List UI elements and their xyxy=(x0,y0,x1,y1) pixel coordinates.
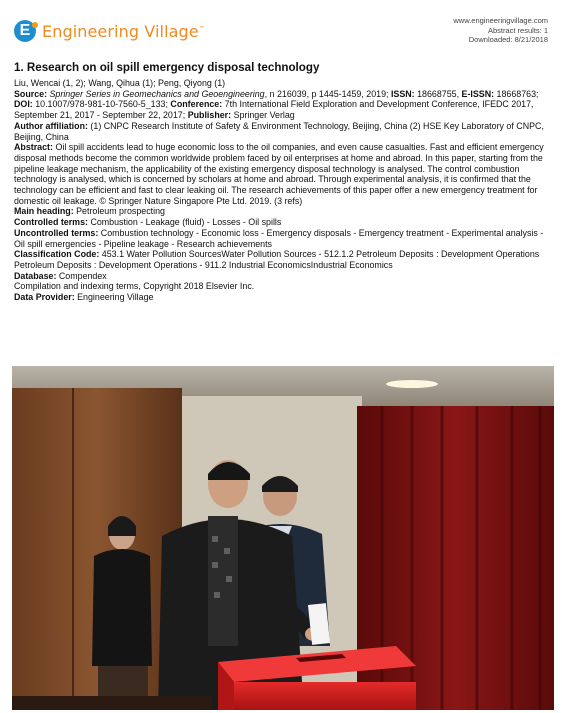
source-rest: , n 216039, p 1445-1459, 2019; xyxy=(264,88,389,99)
database-line xyxy=(14,271,550,282)
doi-label: DOI: xyxy=(14,99,33,110)
ceiling-light xyxy=(386,380,438,388)
main-heading-value: Petroleum prospecting xyxy=(76,206,165,217)
abstract-label: Abstract: xyxy=(14,142,53,153)
publisher-value: Springer Verlag xyxy=(233,110,295,121)
abstract-text: Oil spill accidents lead to huge economic loss to the oil companies, and even cause casualties. Fast and efficient emergency disposal methods become the common worldwide problem faced by oil enterprises at home and abroad. In this paper, starting from the pipeline leakage mechanism, the applicability of the existing emergency disposal technology is analysed. The control combustion technology is analysed, which is concerned by scholars at home and abroad. Through experimental analysis, it is confirmed that the technology can be efficient and fast to clear leaking oil. The research achievements of this paper offer a new emergency treatment for domestic oil leakage. © Springer Nature Singapore Pte Ltd. 2019. (3 refs) xyxy=(14,142,544,206)
record-body xyxy=(14,78,550,303)
publisher-label: Publisher: xyxy=(187,110,232,121)
wood-panel-line xyxy=(72,388,74,710)
issn-value: 18668755, xyxy=(417,88,460,99)
source-journal: Springer Series in Geomechanics and Geoengineering xyxy=(49,88,265,99)
table-edge xyxy=(12,696,212,710)
source-line xyxy=(14,89,550,121)
download-date: Downloaded: 8/21/2018 xyxy=(468,35,548,44)
record-title: 1. Research on oil spill emergency disposal technology xyxy=(14,61,320,74)
eissn-label: E-ISSN: xyxy=(461,88,495,99)
ballot-photo xyxy=(12,366,554,710)
ballot-scene-image xyxy=(12,366,554,710)
eissn-value: 18668763; xyxy=(496,88,539,99)
affiliation-line xyxy=(14,121,550,142)
uncontrolled-terms-line xyxy=(14,228,550,249)
provider-value: Engineering Village xyxy=(77,292,154,303)
provider-line xyxy=(14,292,550,303)
uncontrolled-terms-label: Uncontrolled terms: xyxy=(14,227,99,238)
compilation-line: Compilation and indexing terms, Copyright 2018 Elsevier Inc. xyxy=(14,281,255,292)
database-label: Database: xyxy=(14,270,57,281)
ev-logo-icon: E xyxy=(14,20,36,42)
main-heading-label: Main heading: xyxy=(14,206,74,217)
conference-label: Conference: xyxy=(170,99,223,110)
download-meta xyxy=(453,16,548,45)
site-url[interactable]: www.engineeringvillage.com xyxy=(453,16,548,25)
controlled-terms-value: Combustion - Leakage (fluid) - Losses - Oil spills xyxy=(90,217,282,228)
engineering-village-logo[interactable] xyxy=(14,20,205,42)
affiliation-value: (1) CNPC Research Institute of Safety & Environment Technology, Beijing, China (2) HSE Key Laboratory of CNPC, Beijing, China xyxy=(14,120,544,142)
main-heading-line xyxy=(14,206,550,217)
authors: Liu, Wencai (1, 2); Wang, Qihua (1); Peng, Qiyong (1) xyxy=(14,78,226,88)
issn-label: ISSN: xyxy=(390,88,415,99)
provider-label: Data Provider: xyxy=(14,292,75,303)
doi-value[interactable]: 10.1007/978-981-10-7560-5_133; xyxy=(35,99,168,110)
classification-value: 453.1 Water Pollution SourcesWater Pollution Sources - 512.1.2 Petroleum Deposits : Development Operations Petroleum Deposits : Development Operations - 911.2 Industrial EconomicsIndustrial Economics xyxy=(14,249,540,270)
trademark: ™ xyxy=(198,25,205,33)
classification-line xyxy=(14,249,550,270)
brand-name: Engineering Village xyxy=(42,21,199,41)
affiliation-label: Author affiliation: xyxy=(14,120,88,131)
source-label: Source: xyxy=(14,88,48,99)
controlled-terms-label: Controlled terms: xyxy=(14,217,88,228)
controlled-terms-line xyxy=(14,217,550,228)
abstract-line xyxy=(14,142,550,206)
database-value: Compendex xyxy=(58,270,107,281)
uncontrolled-terms-value: Combustion technology - Economic loss - Emergency disposals - Emergency treatment - Experimental analysis - Oil spill emergencies - Pipeline leakage - Research achievements xyxy=(14,227,544,249)
classification-label: Classification Code: xyxy=(14,249,100,260)
conference-value: 7th International Field Exploration and Development Conference, IFEDC 2017, September 21, 2017 - September 22, 2017; xyxy=(14,99,534,121)
abstract-results: Abstract results: 1 xyxy=(487,25,548,35)
